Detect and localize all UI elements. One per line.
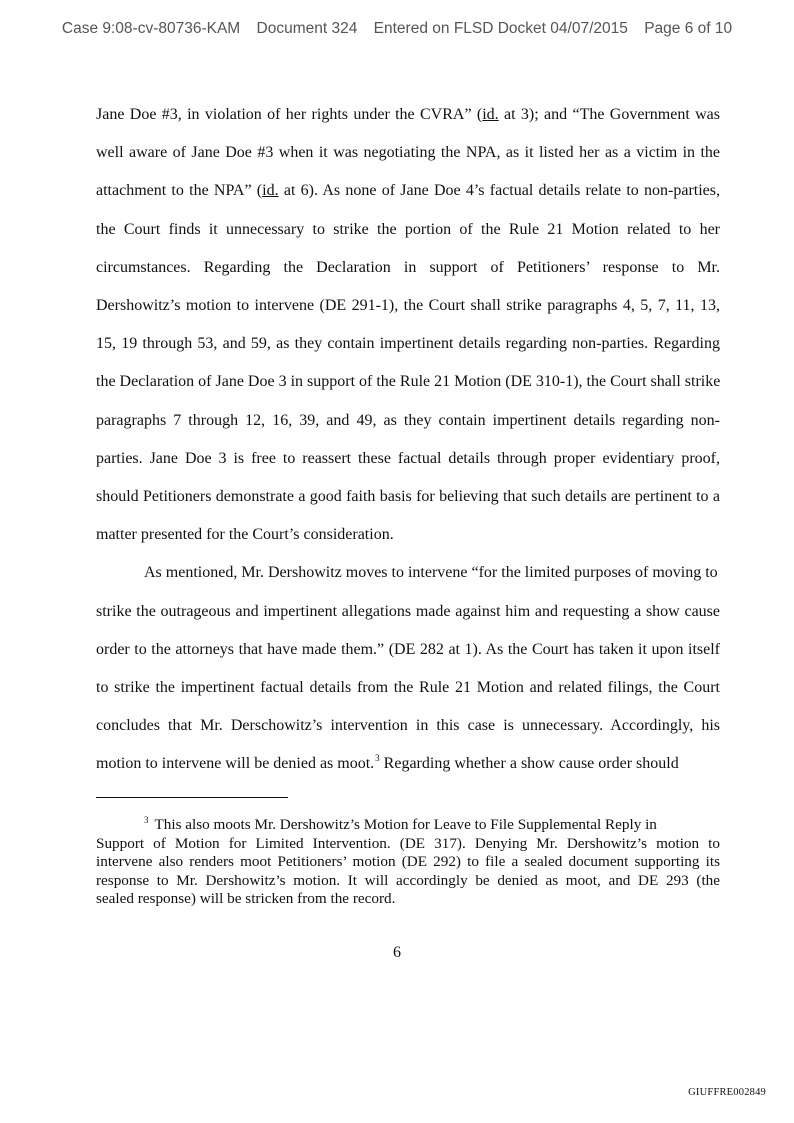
body-line: strike the outrageous and impertinent allegations made against him and requesting a show cause	[96, 602, 720, 620]
footnote-line: response to Mr. Dershowitz’s motion. It will accordingly be denied as moot, and DE 293 (the	[96, 871, 720, 889]
page-of-total: Page 6 of 10	[644, 20, 733, 37]
body-line: circumstances. Regarding the Declaration in support of Petitioners’ response to Mr.	[96, 258, 720, 276]
body-line: the Declaration of Jane Doe 3 in support of the Rule 21 Motion (DE 310-1), the Court shall strike	[96, 373, 721, 391]
bates-stamp: GIUFFRE002849	[688, 1087, 766, 1098]
footnote-line: $^3$ This also moots Mr. Dershowitz’s Motion for Leave to File Supplemental Reply in	[144, 815, 657, 833]
body-line: Dershowitz’s motion to intervene (DE 291-1), the Court shall strike paragraphs 4, 5, 7, 11, 13,	[96, 297, 720, 315]
body-line: paragraphs 7 through 12, 16, 39, and 49, as they contain impertinent details regarding non-	[96, 411, 720, 429]
body-line: should Petitioners demonstrate a good faith basis for believing that such details are pertinent to a	[96, 488, 720, 506]
body-line: to strike the impertinent factual details from the Rule 21 Motion and related filings, the Court	[96, 679, 720, 697]
body-line: 15, 19 through 53, and 59, as they contain impertinent details regarding non-parties. Regarding	[96, 335, 720, 353]
footnote-reference: 3	[375, 753, 380, 764]
footnote	[96, 816, 720, 908]
footnote-line: sealed response) will be stricken from the record.	[96, 889, 396, 907]
docket-entry-date: Entered on FLSD Docket 04/07/2015	[373, 20, 628, 37]
body-line: parties. Jane Doe 3 is free to reassert these factual details through proper evidentiary proof,	[96, 449, 720, 467]
body-line: matter presented for the Court’s consideration.	[96, 526, 394, 544]
body-text	[96, 96, 720, 785]
document-number: Document 324	[256, 20, 358, 37]
body-line: Jane Doe #3, in violation of her rights under the CVRA” (id. at 3); and “The Government was	[96, 106, 720, 123]
footnote-mark: 3	[144, 815, 149, 825]
body-line: motion to intervene will be denied as moot.$^3$ Regarding whether a show cause order should	[96, 753, 679, 773]
body-line: attachment to the NPA” (id. at 6). As none of Jane Doe 4’s factual details relate to non-parties,	[96, 182, 720, 200]
footnote-line: intervene also renders moot Petitioners’ motion (DE 292) to file a sealed document supporting its	[96, 853, 720, 871]
body-line: the Court finds it unnecessary to strike the portion of the Rule 21 Motion related to her	[96, 220, 720, 238]
body-line: As mentioned, Mr. Dershowitz moves to intervene “for the limited purposes of moving to	[144, 564, 718, 582]
footnote-separator	[96, 797, 288, 798]
body-line: order to the attorneys that have made them.” (DE 282 at 1). As the Court has taken it upon itself	[96, 640, 720, 658]
case-number: Case 9:08-cv-80736-KAM	[61, 20, 241, 37]
docket-header	[0, 20, 794, 38]
body-line: concludes that Mr. Derschowitz’s intervention in this case is unnecessary. Accordingly, his	[96, 717, 720, 735]
id-citation: id.	[482, 106, 499, 123]
id-citation: id.	[262, 182, 279, 200]
page-number: 6	[393, 944, 401, 961]
body-line: well aware of Jane Doe #3 when it was negotiating the NPA, as it listed her as a victim in the	[96, 144, 720, 162]
footnote-line: Support of Motion for Limited Intervention. (DE 317). Denying Mr. Dershowitz’s motion to	[96, 835, 720, 853]
